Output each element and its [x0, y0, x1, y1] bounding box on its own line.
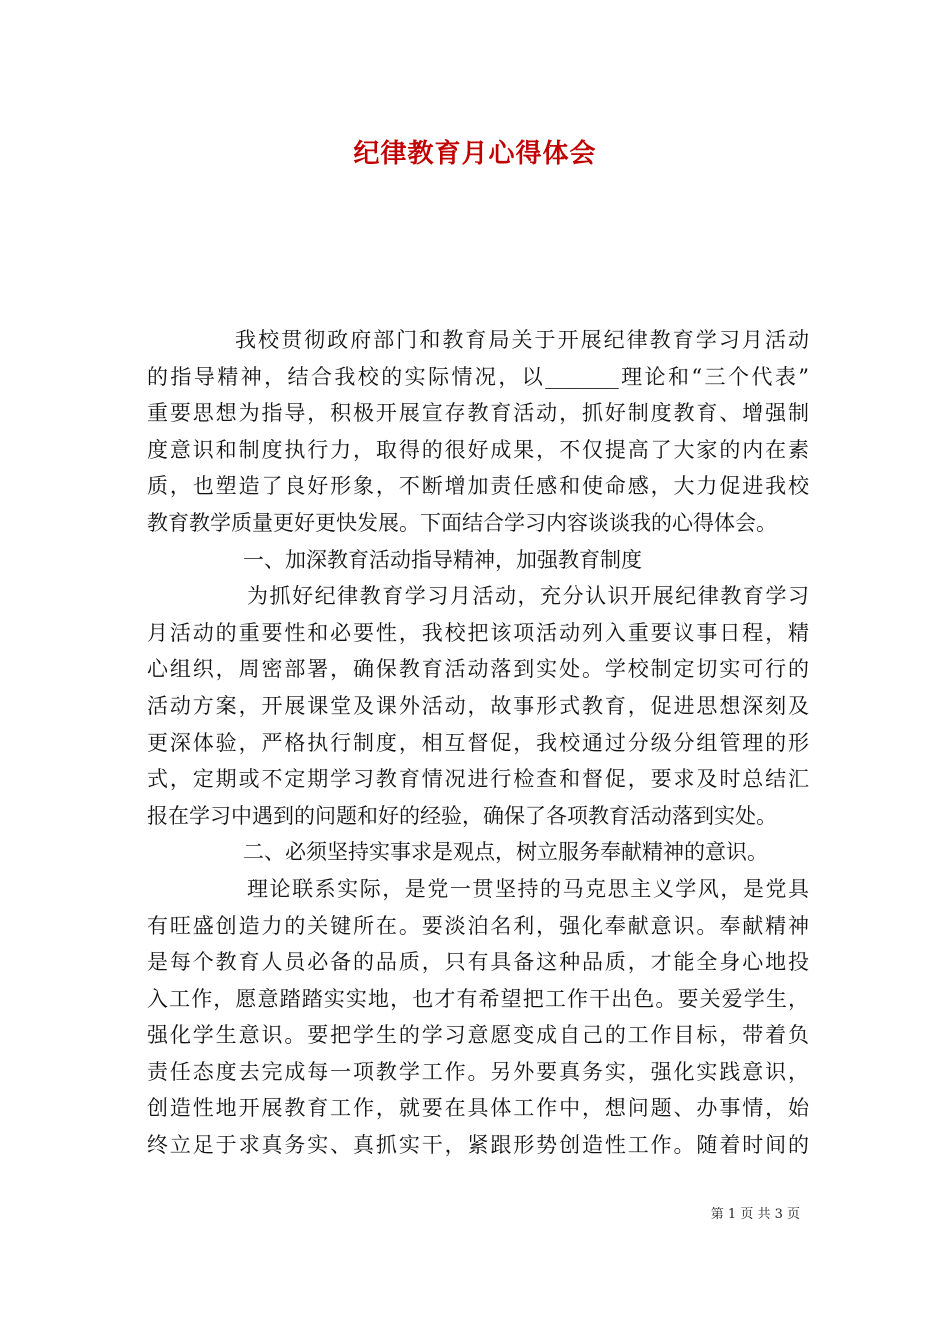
- document-title: 纪律教育月心得体会: [353, 139, 597, 169]
- paragraph-1-line-3: 重要思想为指导，积极开展宣存教育活动，抓好制度教育、增强制: [147, 401, 809, 426]
- paragraph-3-line-4: 入工作，愿意踏踏实实地，也才有希望把工作干出色。要关爱学生，: [147, 986, 809, 1011]
- section-heading-1: 一、加深教育活动指导精神，加强教育制度: [243, 547, 642, 572]
- paragraph-2-line-4: 活动方案，开展课堂及课外活动，故事形式教育，促进思想深刻及: [147, 693, 809, 718]
- paragraph-1-line-5: 质，也塑造了良好形象，不断增加责任感和使命感，大力促进我校: [147, 474, 809, 499]
- paragraph-3-line-8: 终立足于求真务实、真抓实干，紧跟形势创造性工作。随着时间的: [147, 1133, 809, 1158]
- paragraph-3-line-1: 理论联系实际，是党一贯坚持的马克思主义学风，是党具: [247, 876, 809, 901]
- paragraph-2-line-1: 为抓好纪律教育学习月活动，充分认识开展纪律教育学习: [247, 584, 809, 609]
- paragraph-3-line-2: 有旺盛创造力的关键所在。要淡泊名利，强化奉献意识。奉献精神: [147, 913, 809, 938]
- paragraph-2-line-5: 更深体验，严格执行制度，相互督促，我校通过分级分组管理的形: [147, 730, 809, 755]
- paragraph-1-line-2: 的指导精神，结合我校的实际情况，以_______理论和“三个代表”: [147, 364, 809, 389]
- paragraph-3-line-3: 是每个教育人员必备的品质，只有具备这种品质，才能全身心地投: [147, 950, 809, 975]
- document-body: [147, 322, 809, 1164]
- paragraph-2-line-3: 心组织，周密部署，确保教育活动落到实处。学校制定切实可行的: [147, 657, 809, 682]
- paragraph-3-line-7: 创造性地开展教育工作，就要在具体工作中，想问题、办事情，始: [147, 1096, 809, 1121]
- paragraph-2-line-6: 式，定期或不定期学习教育情况进行检查和督促，要求及时总结汇: [147, 767, 809, 792]
- paragraph-2-line-2: 月活动的重要性和必要性，我校把该项活动列入重要议事日程，精: [147, 620, 809, 645]
- paragraph-2-line-7: 报在学习中遇到的问题和好的经验，确保了各项教育活动落到实处。: [147, 803, 777, 828]
- paragraph-3-line-5: 强化学生意识。要把学生的学习意愿变成自己的工作目标，带着负: [147, 1023, 809, 1048]
- section-heading-2: 二、必须坚持实事求是观点，树立服务奉献精神的意识。: [243, 840, 768, 865]
- paragraph-1-line-4: 度意识和制度执行力，取得的很好成果，不仅提高了大家的内在素: [147, 437, 809, 462]
- paragraph-3-line-6: 责任态度去完成每一项教学工作。另外要真务实，强化实践意识，: [147, 1059, 809, 1084]
- paragraph-1-line-6: 教育教学质量更好更快发展。下面结合学习内容谈谈我的心得体会。: [147, 510, 777, 535]
- paragraph-1-line-1: 我校贯彻政府部门和教育局关于开展纪律教育学习月活动: [235, 328, 809, 352]
- page-number: 第 1 页 共 3 页: [710, 1207, 800, 1222]
